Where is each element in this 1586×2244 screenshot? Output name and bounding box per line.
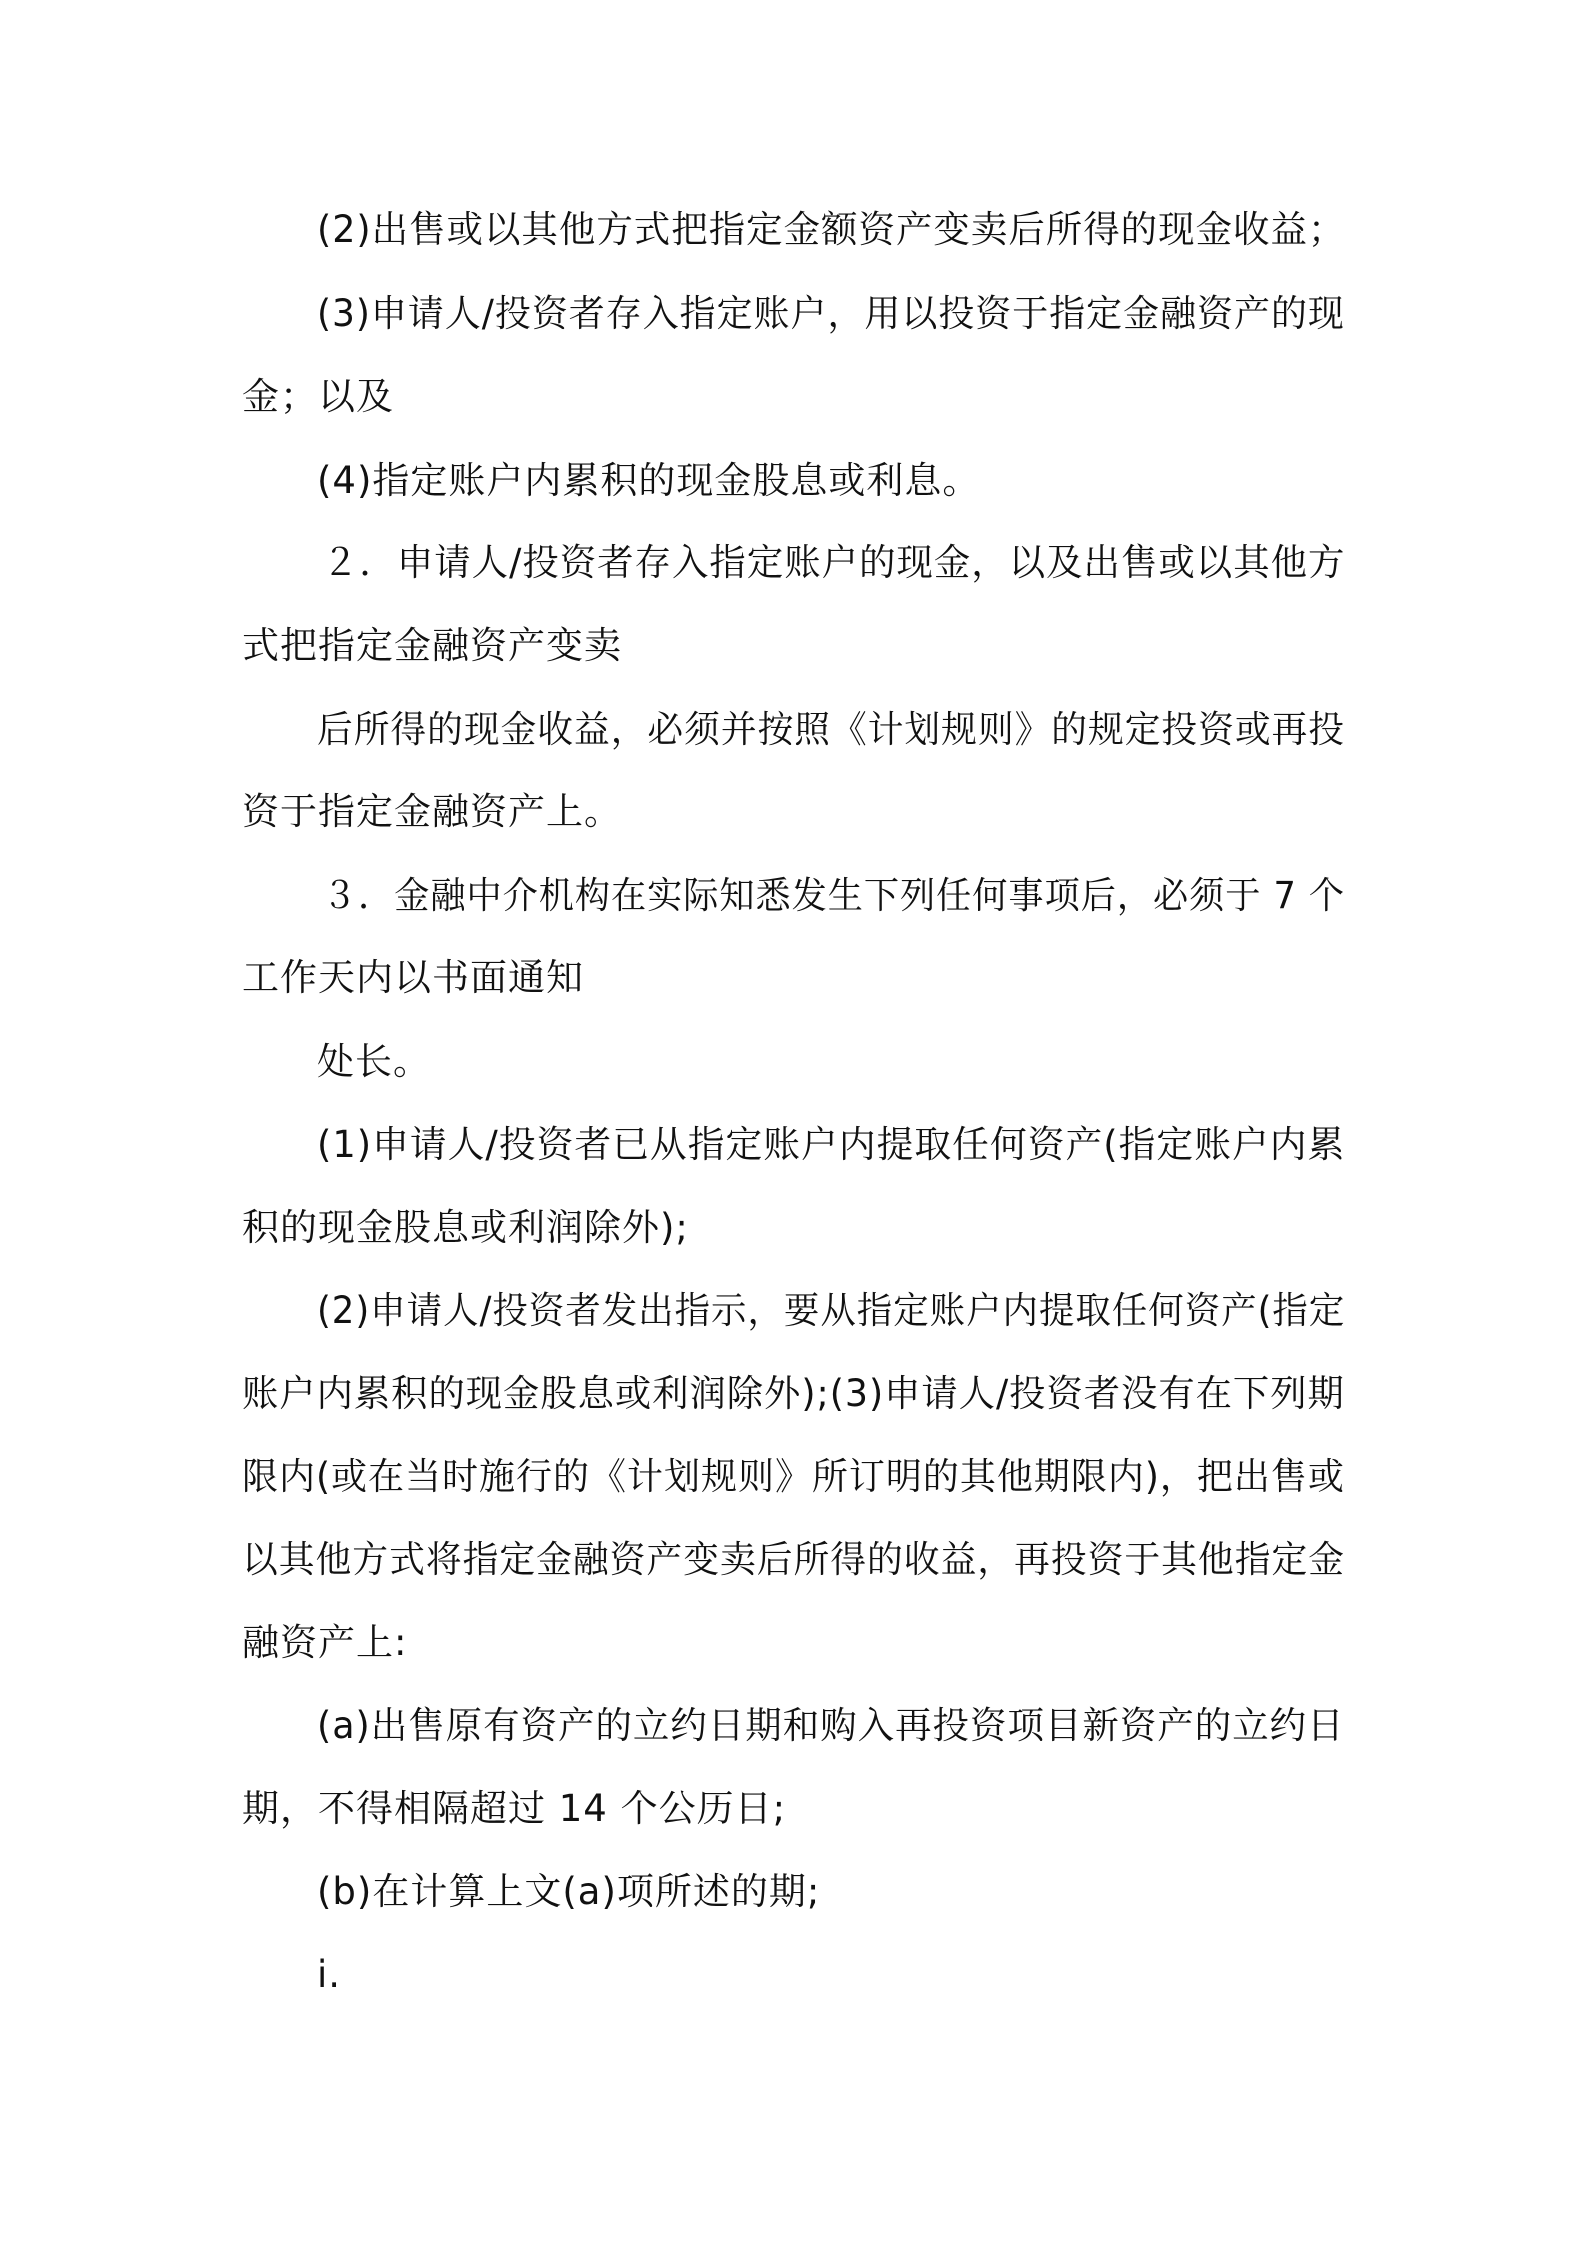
clause-2-line-3: 后所得的现金收益，必须并按照《计划规则》的规定投资或再投 [317, 708, 1345, 751]
clause-3-line-1: ３．金融中介机构在实际知悉发生下列任何事项后，必须于 7 个 [322, 874, 1346, 917]
item-2-line-2: 账户内累积的现金股息或利润除外);(3)申请人/投资者没有在下列期 [242, 1372, 1345, 1415]
item-2-line-1: (2)申请人/投资者发出指示，要从指定账户内提取任何资产(指定 [317, 1289, 1346, 1332]
clause-2-line-2: 式把指定金融资产变卖 [242, 624, 622, 667]
sub-item-a-line-1: (a)出售原有资产的立约日期和购入再投资项目新资产的立约日 [317, 1704, 1345, 1747]
sub-item-b-line: (b)在计算上文(a)项所述的期; [317, 1870, 821, 1913]
sub-item-i-line: i. [317, 1953, 342, 1996]
clause-2-line-1: ２．申请人/投资者存入指定账户的现金，以及出售或以其他方 [322, 541, 1346, 584]
item-1-line-2: 积的现金股息或利润除外); [242, 1206, 689, 1249]
clause-3-line-3: 处长。 [317, 1040, 431, 1083]
paragraph-4-line: (4)指定账户内累积的现金股息或利息。 [317, 459, 981, 502]
paragraph-3-line-2: 金；以及 [242, 375, 394, 418]
paragraph-2-line: (2)出售或以其他方式把指定金额资产变卖后所得的现金收益； [317, 208, 1346, 251]
item-3-line-4: 融资产上: [242, 1621, 408, 1664]
sub-item-a-line-2: 期，不得相隔超过 14 个公历日; [242, 1787, 787, 1830]
item-1-line-1: (1)申请人/投资者已从指定账户内提取任何资产(指定账户内累 [317, 1123, 1346, 1166]
clause-3-line-2: 工作天内以书面通知 [242, 956, 584, 999]
item-3-line-3: 以其他方式将指定金融资产变卖后所得的收益，再投资于其他指定金 [242, 1538, 1345, 1581]
clause-2-line-4: 资于指定金融资产上。 [242, 790, 622, 833]
item-3-line-2: 限内(或在当时施行的《计划规则》所订明的其他期限内)，把出售或 [242, 1455, 1345, 1498]
paragraph-3-line-1: (3)申请人/投资者存入指定账户，用以投资于指定金融资产的现 [317, 292, 1345, 335]
